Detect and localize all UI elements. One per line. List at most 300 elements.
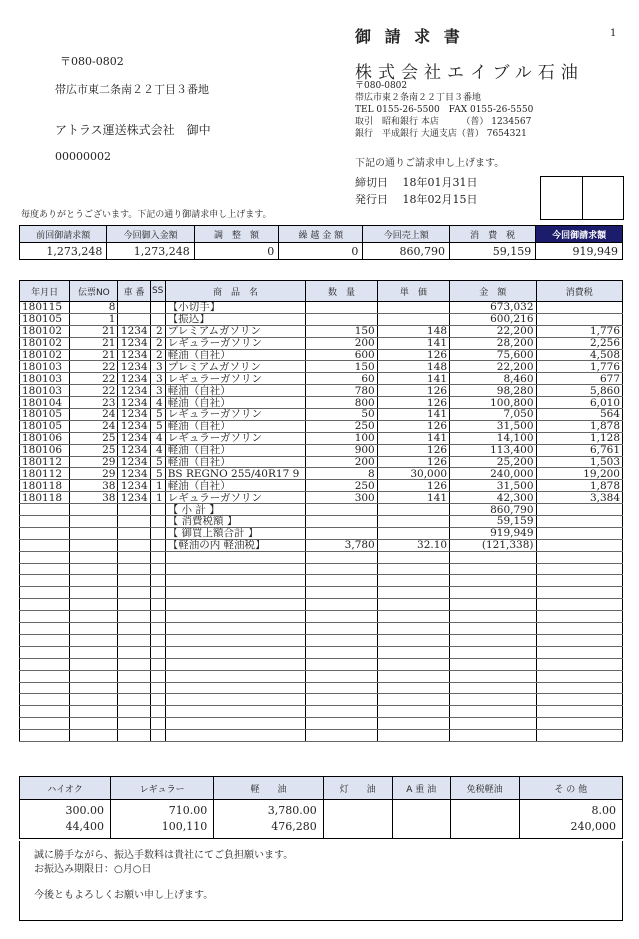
detail-cell	[377, 670, 449, 682]
fuel-header: そ の 他	[519, 777, 622, 800]
detail-cell: 3,780	[306, 539, 377, 551]
detail-cell: 180112	[20, 468, 70, 480]
detail-header: 消費税	[536, 281, 622, 302]
detail-cell	[118, 646, 150, 658]
detail-cell	[165, 670, 306, 682]
detail-row-empty	[20, 706, 623, 718]
detail-cell: 22	[70, 361, 118, 373]
detail-cell: 5	[150, 409, 165, 421]
detail-cell	[306, 599, 377, 611]
detail-cell	[165, 634, 306, 646]
detail-cell	[118, 682, 150, 694]
detail-cell: 1234	[118, 480, 150, 492]
detail-cell: 1,128	[536, 432, 622, 444]
detail-cell	[306, 563, 377, 575]
detail-row-empty	[20, 563, 623, 575]
summary-value: 1,273,248	[107, 243, 194, 260]
detail-cell: 60	[306, 373, 377, 385]
detail-cell	[536, 682, 622, 694]
detail-cell	[70, 694, 118, 706]
detail-cell	[306, 646, 377, 658]
detail-row	[20, 361, 623, 373]
detail-cell	[70, 658, 118, 670]
detail-cell: 1	[150, 480, 165, 492]
detail-cell: レギュラーガソリン	[165, 492, 306, 504]
note-payment-deadline: お振込み期限日：○月○日	[34, 864, 152, 875]
detail-cell: 1234	[118, 397, 150, 409]
detail-cell: 180102	[20, 325, 70, 337]
detail-cell: 600,216	[450, 313, 536, 325]
detail-cell	[165, 599, 306, 611]
fuel-totals-table	[19, 776, 623, 839]
detail-cell	[70, 611, 118, 623]
detail-cell	[70, 587, 118, 599]
summary-value: 0	[194, 243, 278, 260]
detail-cell: 32.10	[377, 539, 449, 551]
detail-cell: 軽油（自社）	[165, 420, 306, 432]
fuel-header-row	[20, 777, 623, 800]
summary-header: 消 費 税	[450, 226, 536, 243]
detail-cell	[536, 551, 622, 563]
detail-cell	[536, 730, 622, 742]
detail-cell: 【軽油の内 軽油税】	[165, 539, 306, 551]
detail-cell	[20, 623, 70, 635]
detail-cell: 180102	[20, 349, 70, 361]
detail-row	[20, 420, 623, 432]
detail-cell: 22,200	[450, 361, 536, 373]
detail-cell: 126	[377, 397, 449, 409]
detail-cell	[150, 563, 165, 575]
detail-cell	[377, 313, 449, 325]
fuel-header: 軽 油	[214, 777, 323, 800]
detail-cell: 38	[70, 492, 118, 504]
detail-cell: 150	[306, 361, 377, 373]
detail-cell: 22	[70, 373, 118, 385]
detail-cell	[536, 670, 622, 682]
detail-cell	[70, 599, 118, 611]
detail-cell: 2	[150, 325, 165, 337]
detail-cell	[377, 563, 449, 575]
detail-cell	[20, 718, 70, 730]
issue-date: 発行日 18年02月15日	[355, 193, 478, 206]
detail-cell: 141	[377, 492, 449, 504]
detail-cell	[70, 730, 118, 742]
detail-cell	[377, 551, 449, 563]
detail-cell	[165, 694, 306, 706]
detail-cell: 126	[377, 420, 449, 432]
fuel-amount: 44,400	[65, 820, 104, 833]
detail-cell: 14,100	[450, 432, 536, 444]
detail-row	[20, 527, 623, 539]
detail-cell	[450, 599, 536, 611]
detail-row	[20, 409, 623, 421]
detail-row	[20, 516, 623, 528]
detail-cell	[377, 706, 449, 718]
summary-header-current-total: 今回御請求額	[536, 226, 623, 243]
detail-header: 商 品 名	[165, 281, 306, 302]
detail-cell	[70, 682, 118, 694]
detail-cell: 673,032	[450, 302, 536, 314]
fuel-cell	[519, 800, 622, 839]
detail-cell: 1234	[118, 385, 150, 397]
detail-cell	[306, 527, 377, 539]
detail-cell	[118, 587, 150, 599]
detail-cell	[20, 611, 70, 623]
detail-cell	[70, 516, 118, 528]
fuel-header: 免税軽油	[450, 777, 519, 800]
detail-cell	[377, 302, 449, 314]
detail-cell: 7,050	[450, 409, 536, 421]
detail-cell	[70, 670, 118, 682]
detail-cell: 3	[150, 361, 165, 373]
detail-row	[20, 385, 623, 397]
detail-cell	[450, 646, 536, 658]
detail-cell	[20, 694, 70, 706]
detail-cell	[306, 658, 377, 670]
detail-cell	[150, 718, 165, 730]
detail-cell	[450, 551, 536, 563]
detail-cell: 21	[70, 337, 118, 349]
detail-cell: 1234	[118, 468, 150, 480]
detail-cell	[118, 539, 150, 551]
summary-header: 今回売上額	[363, 226, 450, 243]
detail-cell	[450, 575, 536, 587]
company-address: 帯広市東２条南２２丁目３番地	[355, 93, 482, 103]
detail-cell	[118, 634, 150, 646]
detail-cell	[70, 706, 118, 718]
detail-cell	[20, 670, 70, 682]
detail-cell: 300	[306, 492, 377, 504]
detail-cell: 31,500	[450, 420, 536, 432]
fuel-cell	[392, 800, 450, 839]
detail-cell	[165, 730, 306, 742]
detail-cell	[377, 575, 449, 587]
detail-cell	[306, 634, 377, 646]
detail-row-empty	[20, 694, 623, 706]
detail-cell: 軽油（自社）	[165, 444, 306, 456]
detail-cell	[118, 516, 150, 528]
detail-row-empty	[20, 611, 623, 623]
detail-cell: 1,878	[536, 420, 622, 432]
detail-cell	[536, 611, 622, 623]
detail-row	[20, 492, 623, 504]
detail-cell	[450, 682, 536, 694]
detail-cell	[377, 634, 449, 646]
detail-cell: 800	[306, 397, 377, 409]
detail-cell	[306, 682, 377, 694]
detail-cell	[306, 313, 377, 325]
detail-cell	[165, 646, 306, 658]
detail-cell	[118, 718, 150, 730]
detail-cell: 5	[150, 468, 165, 480]
summary-value: 59,159	[450, 243, 536, 260]
detail-cell: 8	[70, 302, 118, 314]
detail-cell	[20, 730, 70, 742]
summary-header: 調 整 額	[194, 226, 278, 243]
detail-header: 単 価	[377, 281, 449, 302]
detail-header: 年月日	[20, 281, 70, 302]
detail-cell	[20, 516, 70, 528]
detail-cell: レギュラーガソリン	[165, 373, 306, 385]
detail-cell	[118, 670, 150, 682]
detail-row	[20, 539, 623, 551]
detail-cell	[306, 302, 377, 314]
detail-cell	[536, 575, 622, 587]
detail-header: 金 額	[450, 281, 536, 302]
detail-cell	[150, 730, 165, 742]
detail-cell	[536, 587, 622, 599]
customer-address: 帯広市東二条南２２丁目３番地	[55, 83, 209, 96]
detail-cell: 軽油（自社）	[165, 456, 306, 468]
detail-row	[20, 337, 623, 349]
detail-cell: (121,338)	[450, 539, 536, 551]
detail-row	[20, 349, 623, 361]
detail-cell	[306, 587, 377, 599]
detail-cell	[165, 587, 306, 599]
summary-header: 今回御入金額	[107, 226, 194, 243]
detail-header-row	[20, 281, 623, 302]
detail-cell: 180104	[20, 397, 70, 409]
detail-cell	[70, 634, 118, 646]
detail-cell	[377, 623, 449, 635]
detail-row-empty	[20, 646, 623, 658]
detail-cell	[150, 646, 165, 658]
detail-cell	[150, 302, 165, 314]
detail-cell: 141	[377, 373, 449, 385]
fuel-qty: 3,780.00	[267, 804, 317, 817]
detail-table	[19, 280, 623, 742]
detail-cell: 8	[306, 468, 377, 480]
detail-cell: 6,761	[536, 444, 622, 456]
stamp-box	[540, 176, 624, 220]
detail-cell: 21	[70, 325, 118, 337]
detail-cell: 23	[70, 397, 118, 409]
detail-cell	[450, 670, 536, 682]
detail-cell: BS REGNO 255/40R17 9	[165, 468, 306, 480]
detail-cell: 126	[377, 349, 449, 361]
fuel-cell	[323, 800, 392, 839]
detail-cell: 3	[150, 385, 165, 397]
detail-cell: 50	[306, 409, 377, 421]
detail-cell: 1234	[118, 420, 150, 432]
customer-postal: 〒080-0802	[60, 55, 124, 68]
detail-cell: 28,200	[450, 337, 536, 349]
detail-cell	[150, 599, 165, 611]
detail-cell	[536, 504, 622, 516]
detail-row-empty	[20, 658, 623, 670]
detail-cell	[118, 563, 150, 575]
detail-cell: 【 小 計 】	[165, 504, 306, 516]
detail-cell: 141	[377, 432, 449, 444]
summary-value: 919,949	[536, 243, 623, 260]
detail-row-empty	[20, 599, 623, 611]
detail-cell: 29	[70, 468, 118, 480]
summary-value: 1,273,248	[20, 243, 107, 260]
detail-cell	[536, 646, 622, 658]
detail-cell: 24	[70, 409, 118, 421]
detail-cell	[306, 611, 377, 623]
detail-cell: 24	[70, 420, 118, 432]
detail-cell	[70, 563, 118, 575]
detail-cell: 180103	[20, 385, 70, 397]
detail-cell: 75,600	[450, 349, 536, 361]
detail-cell	[377, 730, 449, 742]
detail-cell	[450, 658, 536, 670]
detail-cell: 180103	[20, 373, 70, 385]
customer-name: アトラス運送株式会社 御中	[55, 123, 211, 137]
fuel-qty: 710.00	[168, 804, 208, 817]
detail-cell	[536, 302, 622, 314]
detail-cell: レギュラーガソリン	[165, 432, 306, 444]
detail-cell: 200	[306, 456, 377, 468]
fuel-header: 灯 油	[323, 777, 392, 800]
detail-cell	[377, 516, 449, 528]
detail-cell: 100,800	[450, 397, 536, 409]
detail-cell	[118, 302, 150, 314]
detail-cell	[306, 730, 377, 742]
detail-cell: 29	[70, 456, 118, 468]
detail-cell	[20, 682, 70, 694]
detail-cell: 1,776	[536, 325, 622, 337]
detail-cell: 1234	[118, 361, 150, 373]
detail-cell	[150, 587, 165, 599]
summary-header-row	[20, 226, 623, 243]
detail-cell: 1234	[118, 349, 150, 361]
detail-cell	[118, 551, 150, 563]
detail-cell	[20, 551, 70, 563]
detail-cell: 148	[377, 325, 449, 337]
detail-cell	[306, 516, 377, 528]
detail-cell: 25	[70, 432, 118, 444]
detail-header: 伝票NO	[70, 281, 118, 302]
detail-cell	[150, 658, 165, 670]
summary-header: 前回御請求額	[20, 226, 107, 243]
detail-cell: 【小切手】	[165, 302, 306, 314]
detail-cell	[536, 694, 622, 706]
fuel-header: レギュラー	[110, 777, 213, 800]
detail-cell: 141	[377, 337, 449, 349]
fuel-cell	[110, 800, 213, 839]
detail-cell	[306, 706, 377, 718]
detail-row	[20, 302, 623, 314]
closing-date: 締切日 18年01月31日	[355, 176, 478, 189]
detail-cell: 150	[306, 325, 377, 337]
summary-header: 繰 越 金 額	[279, 226, 363, 243]
detail-cell	[450, 623, 536, 635]
detail-cell	[536, 706, 622, 718]
detail-cell: 30,000	[377, 468, 449, 480]
detail-cell	[450, 587, 536, 599]
detail-cell: 2	[150, 337, 165, 349]
detail-header: 車 番	[118, 281, 150, 302]
detail-cell: 677	[536, 373, 622, 385]
detail-cell: 軽油（自社）	[165, 385, 306, 397]
detail-cell: 軽油（自社）	[165, 480, 306, 492]
detail-row-empty	[20, 551, 623, 563]
bank-info-1: 取引 昭和銀行 本店 （普） 1234567	[355, 117, 532, 127]
detail-cell: 1234	[118, 373, 150, 385]
detail-row	[20, 432, 623, 444]
detail-cell	[150, 313, 165, 325]
detail-cell	[20, 575, 70, 587]
detail-cell: 1,503	[536, 456, 622, 468]
detail-cell	[377, 527, 449, 539]
detail-cell	[536, 634, 622, 646]
detail-cell: 1234	[118, 444, 150, 456]
detail-header: 数 量	[306, 281, 377, 302]
detail-cell	[150, 527, 165, 539]
detail-cell: 42,300	[450, 492, 536, 504]
detail-cell: 900	[306, 444, 377, 456]
detail-cell	[450, 706, 536, 718]
page-number: 1	[610, 28, 617, 39]
detail-cell: 126	[377, 444, 449, 456]
detail-cell: 180115	[20, 302, 70, 314]
detail-cell: 180105	[20, 313, 70, 325]
detail-cell: 180103	[20, 361, 70, 373]
detail-cell: 1234	[118, 325, 150, 337]
detail-cell: 1234	[118, 432, 150, 444]
detail-cell	[150, 611, 165, 623]
detail-cell	[118, 706, 150, 718]
detail-cell	[536, 718, 622, 730]
notes-box	[19, 841, 623, 921]
detail-cell: 25,200	[450, 456, 536, 468]
detail-row-empty	[20, 730, 623, 742]
detail-cell	[536, 623, 622, 635]
detail-row	[20, 397, 623, 409]
detail-cell	[20, 539, 70, 551]
company-tel-fax: TEL 0155-26-5500 FAX 0155-26-5550	[355, 105, 534, 115]
detail-cell	[118, 694, 150, 706]
detail-cell: 860,790	[450, 504, 536, 516]
detail-cell: 【振込】	[165, 313, 306, 325]
detail-cell	[306, 623, 377, 635]
fuel-amount: 476,280	[271, 820, 317, 833]
detail-cell	[70, 718, 118, 730]
detail-cell: 22	[70, 385, 118, 397]
detail-row	[20, 373, 623, 385]
detail-cell	[165, 575, 306, 587]
detail-cell: 5,860	[536, 385, 622, 397]
detail-cell: 240,000	[450, 468, 536, 480]
detail-cell: 180106	[20, 444, 70, 456]
summary-value-row	[20, 243, 623, 260]
detail-cell: 21	[70, 349, 118, 361]
detail-cell: 4	[150, 432, 165, 444]
fuel-value-row	[20, 800, 623, 839]
detail-cell	[450, 563, 536, 575]
detail-cell	[536, 516, 622, 528]
detail-cell: 31,500	[450, 480, 536, 492]
detail-cell	[165, 706, 306, 718]
detail-cell	[306, 670, 377, 682]
detail-cell	[165, 611, 306, 623]
detail-cell: 3,384	[536, 492, 622, 504]
summary-table	[19, 225, 623, 260]
company-name: 株式会社エイブル石油	[355, 63, 584, 83]
detail-cell	[377, 646, 449, 658]
detail-row	[20, 456, 623, 468]
detail-cell: 【 消費税額 】	[165, 516, 306, 528]
summary-value: 860,790	[363, 243, 450, 260]
detail-row	[20, 504, 623, 516]
detail-cell: 126	[377, 456, 449, 468]
detail-cell: 600	[306, 349, 377, 361]
note-closing: 今後ともよろしくお願い申し上げます。	[34, 890, 214, 901]
detail-cell	[118, 313, 150, 325]
detail-cell	[118, 504, 150, 516]
